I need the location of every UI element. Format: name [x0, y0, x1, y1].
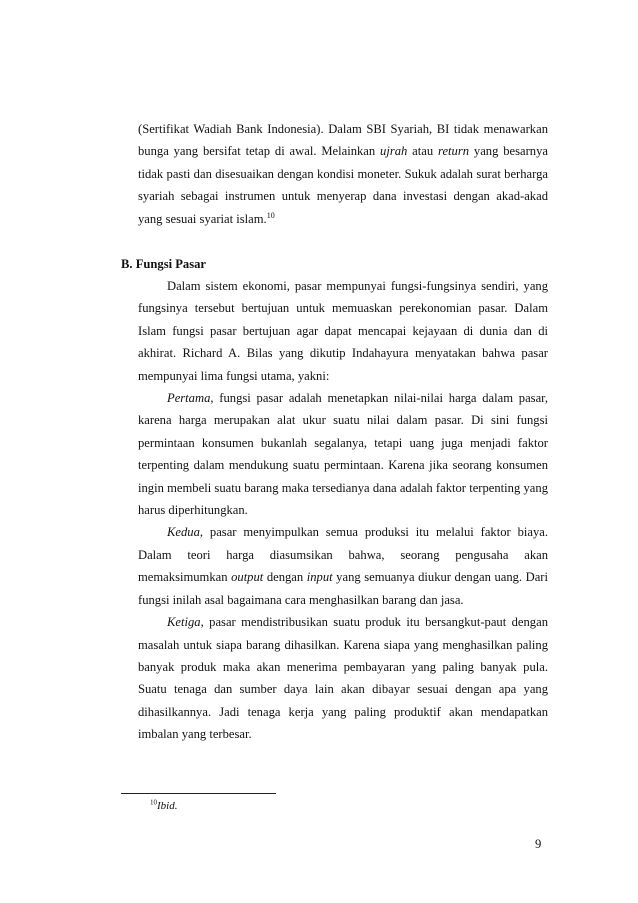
term-return: return [438, 144, 470, 159]
term-input: input [306, 570, 333, 585]
section-heading: B. Fungsi Pasar [121, 257, 207, 271]
footnote-divider [121, 793, 276, 794]
intro-paragraph: (Sertifikat Wadiah Bank Indonesia). Dalam SBI Syariah, BI tidak menawarkan bunga yang bersifat tetap di awal. Melainkan ujrah atau return yang besarnya tidak pasti dan disesuaikan dengan kondisi moneter. Sukuk adalah surat berharga syariah sebagai instrumen untuk menyerap dana investasi dengan akad-akad yang sesuai syariat islam.$^{10}$ [138, 122, 548, 226]
paragraph-pertama: Pertama, fungsi pasar adalah menetapkan nilai-nilai harga dalam pasar, karena harga merupakan alat ukur suatu nilai dalam pasar. Di sini fungsi permintaan konsumen bukanlah segalanya, tetapi uang juga menjadi faktor terpenting dalam mendukung suatu permintaan. Karena jika seorang konsumen ingin membeli suatu barang maka tersedianya dana adalah faktor terpenting yang harus diperhitungkan. [138, 391, 548, 518]
paragraph-kedua: Kedua, pasar menyimpulkan semua produksi itu melalui faktor biaya. Dalam teori harga diasumsikan bahwa, seorang pengusaha akan memaksimumkan output dengan input yang semuanya diukur dengan uang. Dari fungsi inilah asal bagaimana cara menghasilkan barang dan jasa. [138, 525, 548, 607]
paragraph-fungsi-pasar: Dalam sistem ekonomi, pasar mempunyai fungsi-fungsinya sendiri, yang fungsinya tersebut bertujuan untuk memuaskan perekonomian pasar. Dalam Islam fungsi pasar bertujuan agar dapat mencapai kejayaan di dunia dan di akhirat. Richard A. Bilas yang dikutip Indahayura menyatakan bahwa pasar mempunyai lima fungsi utama, yakni: [138, 279, 548, 383]
intro-paragraph-block [138, 118, 548, 230]
footnote-text: Ibid. [157, 800, 178, 812]
lead-ketiga: Ketiga [167, 615, 201, 630]
footnote-number: 10 [150, 798, 157, 807]
footnote-reference: 10 [266, 210, 275, 220]
footnote [150, 797, 177, 815]
term-output: output [231, 570, 264, 585]
section-body [138, 275, 548, 746]
paragraph-ketiga: Ketiga, pasar mendistribusikan suatu produk itu bersangkut-paut dengan masalah untuk siapa barang dihasilkan. Karena siapa yang menghasilkan paling banyak produk maka akan menerima pembayaran yang paling banyak pula. Suatu tenaga dan sumber daya lain akan dibayar sesuai dengan apa yang dihasilkannya. Jadi tenaga kerja yang paling produktif akan mendapatkan imbalan yang terbesar. [138, 615, 548, 742]
lead-kedua: Kedua [167, 525, 200, 540]
page-number: 9 [535, 837, 542, 851]
lead-pertama: Pertama [167, 391, 211, 406]
term-ujrah: ujrah [380, 144, 408, 159]
